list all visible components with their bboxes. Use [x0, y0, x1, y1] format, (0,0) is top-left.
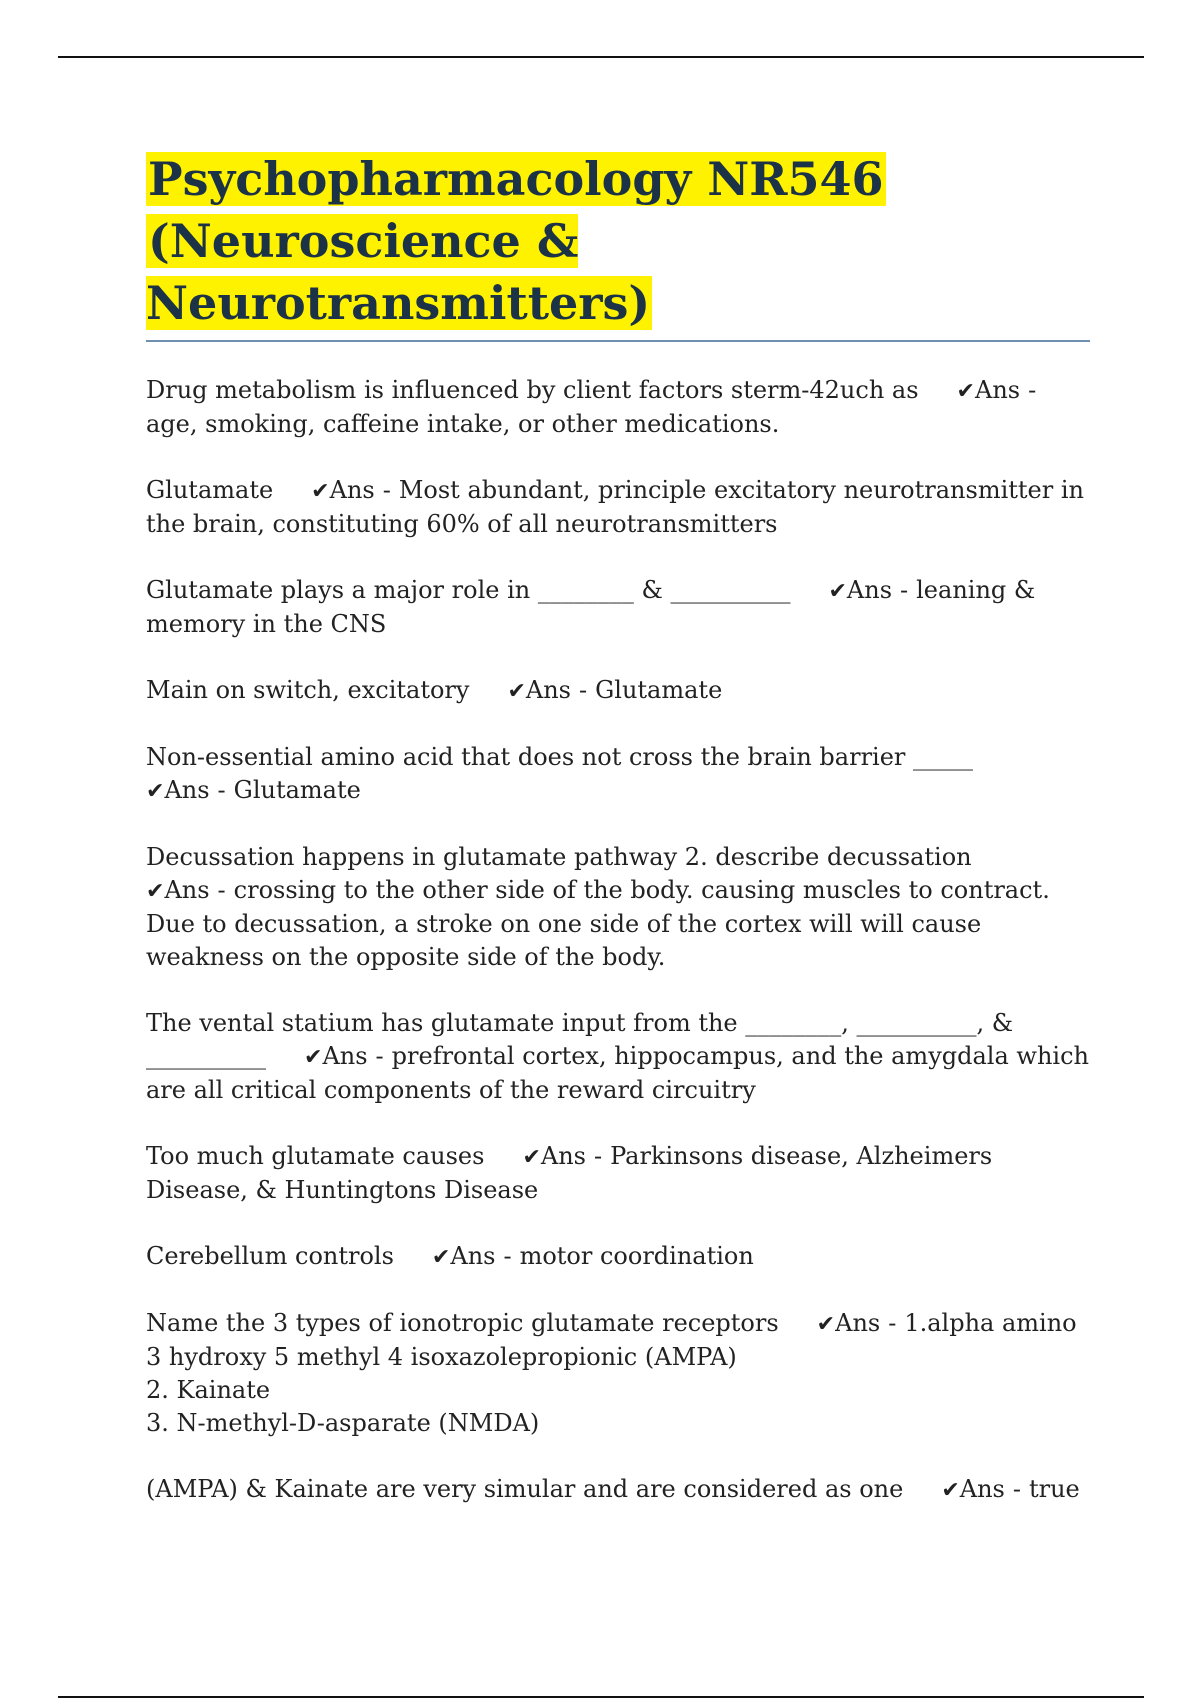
- question-text: Main on switch, excitatory: [146, 676, 470, 704]
- answer-dash: -: [217, 876, 226, 904]
- answer-text: leaning & memory in the CNS: [146, 576, 1036, 638]
- checkmark-icon: ✔: [816, 1312, 836, 1337]
- answer-dash: -: [1028, 376, 1037, 404]
- checkmark-icon: ✔: [304, 1045, 323, 1070]
- question-text: Non-essential amino acid that does not cross the brain barrier _____: [146, 743, 974, 771]
- answer-label: Ans: [329, 476, 375, 504]
- question-text: Glutamate: [146, 476, 274, 504]
- checkmark-icon: ✔: [431, 1245, 451, 1270]
- title-underline: [146, 340, 1090, 342]
- checkmark-icon: ✔: [311, 479, 330, 504]
- qa-item: [146, 374, 1090, 441]
- answer-label: Ans: [974, 376, 1021, 404]
- qa-item: [146, 1007, 1090, 1107]
- answer-dash: -: [503, 1242, 512, 1270]
- question-text: Cerebellum controls: [146, 1242, 394, 1270]
- answer-dash: -: [594, 1142, 603, 1170]
- answer-label: Ans: [450, 1242, 496, 1270]
- question-text: Name the 3 types of ionotropic glutamate receptors: [146, 1309, 779, 1337]
- answer-label: Ans: [525, 676, 571, 704]
- answer-dash: -: [900, 576, 909, 604]
- question-text: Decussation happens in glutamate pathway 2. describe decussation: [146, 843, 972, 871]
- checkmark-icon: ✔: [146, 779, 165, 804]
- answer-label: Ans: [164, 776, 210, 804]
- answer-label: Ans: [322, 1042, 368, 1070]
- answer-text: age, smoking, caffeine intake, or other medications.: [146, 410, 780, 438]
- question-text: Glutamate plays a major role in ________ & __________: [146, 576, 791, 604]
- answer-dash: -: [579, 676, 588, 704]
- answer-label: Ans: [540, 1142, 586, 1170]
- qa-item: [146, 1473, 1090, 1507]
- question-text: Drug metabolism is influenced by client factors sterm-42uch as: [146, 376, 919, 404]
- answer-text: true: [1028, 1475, 1080, 1503]
- question-text: The vental statium has glutamate input from the ________, __________, & __________: [146, 1009, 1014, 1070]
- title-line-2: (Neuroscience & Neurotransmitters): [146, 214, 651, 330]
- answer-dash: -: [888, 1309, 897, 1337]
- qa-item: [146, 841, 1090, 974]
- answer-dash: -: [382, 476, 391, 504]
- title-line-1: Psychopharmacology NR546: [148, 152, 884, 206]
- answer-label: Ans: [846, 576, 893, 604]
- qa-list: [146, 374, 1090, 1507]
- checkmark-icon: ✔: [828, 579, 847, 604]
- qa-item: [146, 674, 1090, 708]
- answer-text: 1.alpha amino 3 hydroxy 5 methyl 4 isoxazolepropionic (AMPA) 2. Kainate 3. N-methyl-D-asparate (NMDA): [146, 1309, 1077, 1437]
- question-text: (AMPA) & Kainate are very simular and are considered as one: [146, 1475, 904, 1503]
- answer-dash: -: [217, 776, 226, 804]
- answer-label: Ans: [835, 1309, 881, 1337]
- qa-item: [146, 474, 1090, 541]
- answer-text: motor coordination: [519, 1242, 754, 1270]
- document-title: [146, 148, 1090, 334]
- answer-label: Ans: [164, 876, 210, 904]
- qa-item: [146, 574, 1090, 641]
- qa-item: [146, 1140, 1090, 1207]
- checkmark-icon: ✔: [146, 879, 165, 904]
- checkmark-icon: ✔: [941, 1478, 960, 1503]
- checkmark-icon: ✔: [507, 679, 526, 704]
- answer-text: crossing to the other side of the body. causing muscles to contract. Due to decussation, a stroke on one side of the cortex will will cause weakness on the opposite side of the body.: [146, 876, 1050, 971]
- answer-text: Parkinsons disease, Alzheimers Disease, & Huntingtons Disease: [146, 1142, 993, 1204]
- bottom-rule: [58, 1696, 1144, 1698]
- answer-text: Glutamate: [595, 676, 723, 704]
- qa-item: [146, 1240, 1090, 1274]
- answer-dash: -: [1012, 1475, 1021, 1503]
- question-text: Too much glutamate causes: [146, 1142, 485, 1170]
- answer-label: Ans: [959, 1475, 1005, 1503]
- answer-dash: -: [375, 1042, 384, 1070]
- top-rule: [58, 56, 1144, 58]
- checkmark-icon: ✔: [956, 379, 975, 404]
- checkmark-icon: ✔: [522, 1145, 541, 1170]
- qa-item: [146, 1307, 1090, 1440]
- document-body: [146, 148, 1090, 1507]
- answer-text: prefrontal cortex, hippocampus, and the amygdala which are all critical components of the reward circuitry: [146, 1042, 1089, 1104]
- answer-text: Glutamate: [233, 776, 361, 804]
- answer-text: Most abundant, principle excitatory neurotransmitter in the brain, constituting 60% of all neurotransmitters: [146, 476, 1084, 538]
- qa-item: [146, 741, 1090, 808]
